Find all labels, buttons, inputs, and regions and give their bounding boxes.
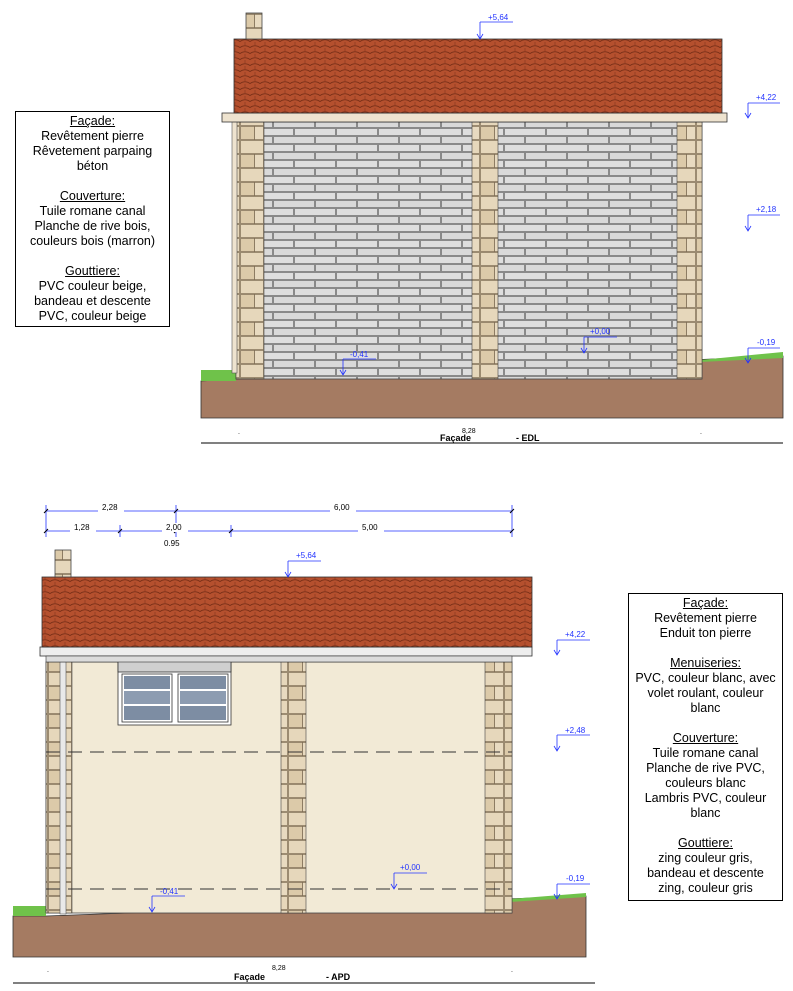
top-note-roof-line-3: couleurs bois (marron)	[29, 234, 156, 248]
bottom-note-gap-2	[633, 716, 778, 731]
top-note-facade-line-1: Revêtement pierre	[41, 129, 144, 143]
bottom-grass-left	[13, 906, 46, 916]
bottom-note-gutter-line-1: zing couleur gris,	[658, 851, 753, 865]
top-wall-blocks	[236, 122, 702, 379]
top-fascia	[222, 113, 727, 122]
bottom-dimension-ticks	[44, 509, 514, 533]
bottom-note-gutter-title: Gouttiere:	[678, 836, 733, 850]
bottom-materials-note	[628, 593, 783, 901]
bottom-note-roof-line-1: Tuile romane canal	[652, 746, 759, 760]
top-elevation	[201, 13, 783, 443]
top-note-facade-title: Façade:	[69, 114, 116, 128]
bottom-note-joinery-title: Menuiseries:	[670, 656, 741, 670]
top-note-gap-2	[20, 249, 165, 264]
bottom-right-ground-level: -0,19	[566, 874, 585, 883]
top-stone-middle	[472, 122, 498, 379]
top-caption-right: - EDL	[516, 433, 540, 443]
top-note-roof-title: Couverture:	[59, 189, 126, 203]
top-materials-note	[15, 111, 170, 327]
bottom-wall-render	[46, 662, 512, 913]
bottom-stone-right	[485, 662, 512, 913]
dim-6-00: 6,00	[334, 503, 350, 512]
top-note-gutter-line-1: PVC couleur beige,	[38, 279, 147, 293]
top-note-gutter-line-2: bandeau et descente	[34, 294, 151, 308]
top-note-gap-1	[20, 174, 165, 189]
bottom-elevation	[13, 503, 595, 983]
bottom-note-roof-title: Couverture:	[672, 731, 739, 745]
bottom-note-roof-line-3: couleurs blanc	[665, 776, 746, 790]
bottom-note-roof-line-5: blanc	[690, 806, 721, 820]
bottom-soffit	[46, 656, 512, 662]
top-zero-level: +0,00	[590, 327, 611, 336]
bottom-roof	[42, 577, 532, 647]
bottom-note-joinery-line-1: PVC, couleur blanc, avec	[635, 671, 776, 685]
top-roof	[234, 39, 722, 113]
bottom-dot-right: .	[511, 967, 513, 974]
bottom-fascia	[40, 647, 532, 656]
bottom-stone-middle	[281, 662, 306, 913]
bottom-level-eave	[554, 630, 590, 655]
bottom-mid-level: +2,48	[565, 726, 586, 735]
top-stone-right	[677, 122, 702, 379]
top-stone-left	[236, 122, 264, 379]
dim-2-00: 2,00	[166, 523, 182, 532]
bottom-note-facade-line-1: Revêtement pierre	[654, 611, 757, 625]
top-caption-left: Façade	[440, 433, 472, 443]
bottom-note-joinery-line-3: blanc	[690, 701, 721, 715]
top-grass-left	[201, 370, 236, 381]
top-note-roof-line-2: Planche de rive bois,	[34, 219, 151, 233]
top-level-mid	[745, 205, 780, 231]
bottom-chimney	[55, 550, 71, 577]
top-level-ridge	[477, 13, 513, 39]
top-right-ground-level: -0,19	[757, 338, 776, 347]
bottom-dot-left: .	[47, 967, 49, 974]
bottom-note-facade-line-2: Enduit ton pierre	[659, 626, 752, 640]
dim-5-00: 5,00	[362, 523, 378, 532]
bottom-note-gutter-line-3: zing, couleur gris	[658, 881, 753, 895]
top-level-eave	[745, 93, 780, 118]
bottom-downpipe	[60, 662, 66, 914]
bottom-eave-level: +4,22	[565, 630, 586, 639]
top-note-gutter-title: Gouttiere:	[65, 264, 120, 278]
bottom-zero-level: +0,00	[400, 863, 421, 872]
bottom-note-roof-line-4: Lambris PVC, couleur	[644, 791, 767, 805]
dim-0-95: 0.95	[164, 539, 180, 548]
top-chimney	[246, 13, 262, 39]
dim-1-28: 1,28	[74, 523, 90, 532]
bottom-note-gap-3	[633, 821, 778, 836]
bottom-window	[118, 660, 231, 725]
top-note-gutter-line-3: PVC, couleur beige	[38, 309, 147, 323]
bottom-caption-right: - APD	[326, 972, 351, 982]
top-mid-level: +2,18	[756, 205, 777, 214]
bottom-width-label: 8,28	[272, 965, 286, 972]
bottom-note-facade-title: Façade:	[682, 596, 729, 610]
bottom-level-mid	[554, 726, 590, 751]
top-dot-right: .	[700, 429, 702, 436]
bottom-caption-left: Façade	[234, 972, 266, 982]
bottom-stone-left	[46, 662, 72, 913]
bottom-note-joinery-line-2: volet roulant, couleur	[647, 686, 764, 700]
top-width-label: 8,28	[462, 428, 476, 435]
bottom-left-ground-level: -0,41	[160, 887, 179, 896]
top-dot-left: .	[238, 429, 240, 436]
dim-2-28: 2,28	[102, 503, 118, 512]
bottom-note-gap-1	[633, 641, 778, 656]
bottom-ridge-level: +5,64	[296, 551, 317, 560]
bottom-note-roof-line-2: Planche de rive PVC,	[646, 761, 765, 775]
top-downpipe	[232, 118, 237, 373]
top-note-roof-line-1: Tuile romane canal	[39, 204, 146, 218]
bottom-note-gutter-line-2: bandeau et descente	[647, 866, 764, 880]
bottom-level-ridge	[285, 551, 321, 577]
top-left-ground-level: -0,41	[350, 350, 369, 359]
top-ridge-level: +5,64	[488, 13, 509, 22]
top-note-facade-line-3: béton	[76, 159, 109, 173]
top-note-facade-line-2: Rêvetement parpaing	[32, 144, 153, 158]
top-eave-level: +4,22	[756, 93, 777, 102]
